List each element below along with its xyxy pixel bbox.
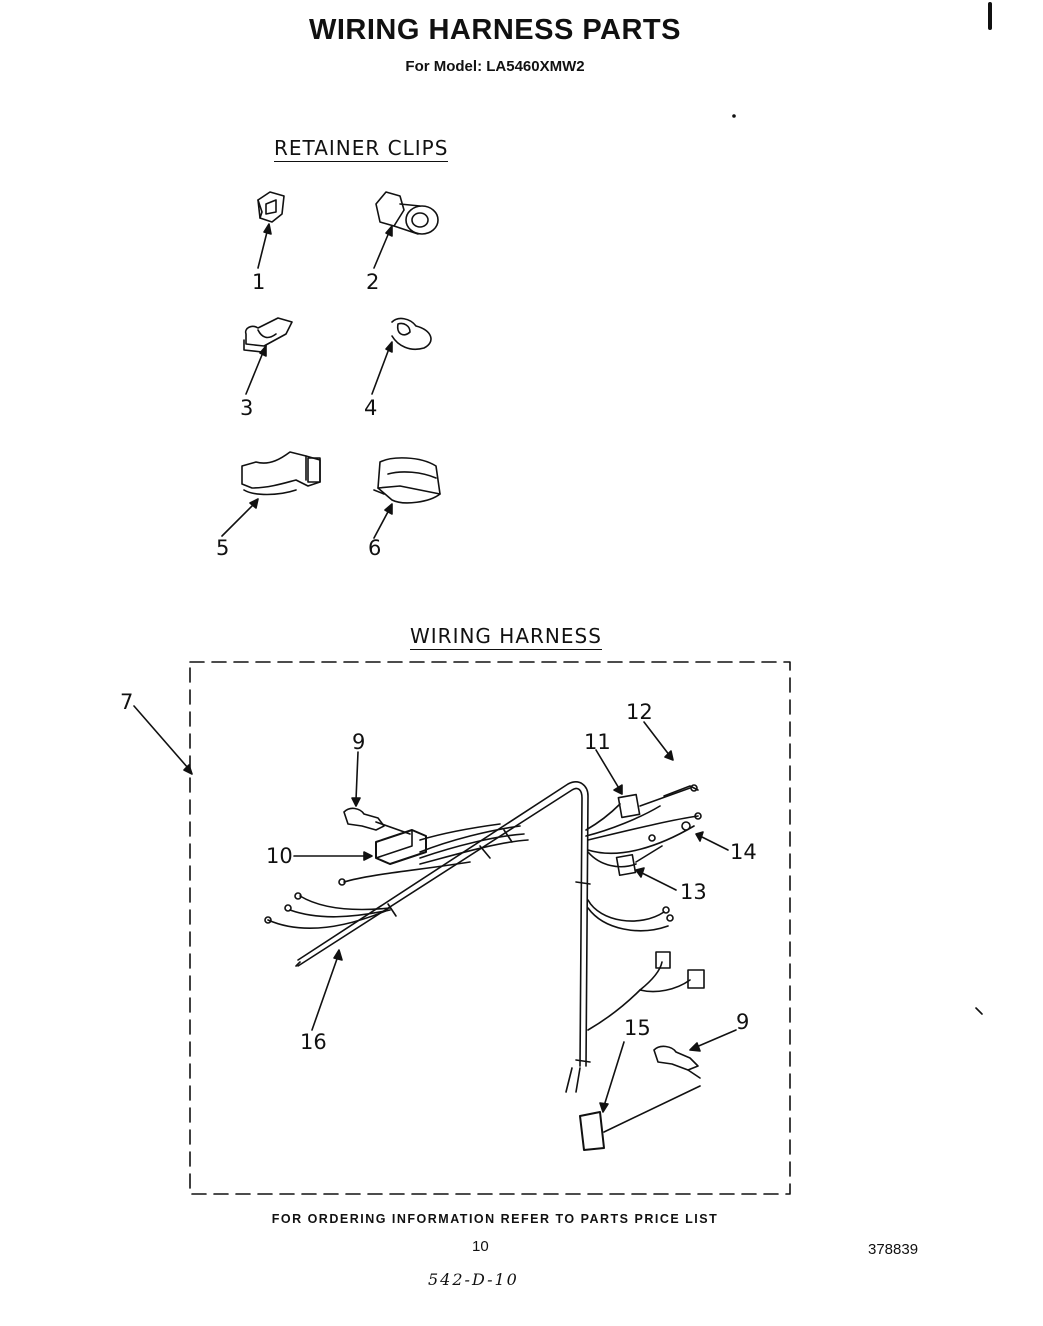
leader-3: [246, 350, 264, 394]
callout-16: 16: [300, 1030, 327, 1054]
section-wiring-harness: WIRING HARNESS: [410, 624, 602, 648]
retainer-clip-6: [374, 458, 440, 503]
callout-4: 4: [364, 396, 378, 420]
leader-4: [372, 346, 390, 394]
callout-5: 5: [216, 536, 230, 560]
callout-7: 7: [120, 690, 134, 714]
leader-9b: [694, 1030, 736, 1048]
page-number: 10: [472, 1238, 489, 1255]
model-number: For Model: LA5460XMW2: [405, 58, 585, 75]
wiring-harness: [265, 782, 704, 1150]
callout-1: 1: [252, 270, 266, 294]
callout-12: 12: [626, 700, 653, 724]
callout-10: 10: [266, 844, 293, 868]
retainer-clip-2: [376, 192, 438, 234]
retainer-clip-1: [258, 192, 284, 222]
callout-13: 13: [680, 880, 707, 904]
document-number: 378839: [868, 1241, 919, 1258]
leader-14: [700, 836, 728, 850]
section-retainer-clips: RETAINER CLIPS: [274, 136, 449, 160]
callout-6: 6: [368, 536, 382, 560]
stray-mark: [976, 1008, 982, 1014]
leader-13: [640, 872, 676, 890]
leader-5: [222, 502, 256, 536]
leader-12: [644, 722, 670, 756]
retainer-clip-5: [242, 452, 320, 495]
retainer-clip-4: [392, 319, 431, 350]
callout-11: 11: [584, 730, 611, 754]
page-title: WIRING HARNESS PARTS: [309, 14, 681, 46]
leader-7: [134, 706, 188, 768]
ordering-info-footer: FOR ORDERING INFORMATION REFER TO PARTS PRICE LIST: [271, 1212, 719, 1226]
callout-9-top: 9: [352, 730, 366, 754]
leader-11: [596, 750, 620, 790]
handwritten-note: 542-D-10: [428, 1270, 519, 1289]
retainer-clip-3: [244, 318, 292, 352]
leader-1: [258, 228, 268, 268]
stray-dot: [733, 115, 735, 117]
leader-9a: [356, 752, 358, 800]
leader-6: [374, 508, 390, 538]
callout-15: 15: [624, 1016, 651, 1040]
callout-3: 3: [240, 396, 254, 420]
leader-2: [374, 230, 390, 268]
callout-2: 2: [366, 270, 380, 294]
harness-frame: [190, 662, 790, 1194]
leader-16: [312, 956, 338, 1030]
callout-9-bottom: 9: [736, 1010, 750, 1034]
callout-14: 14: [730, 840, 757, 864]
leader-15: [604, 1042, 624, 1106]
